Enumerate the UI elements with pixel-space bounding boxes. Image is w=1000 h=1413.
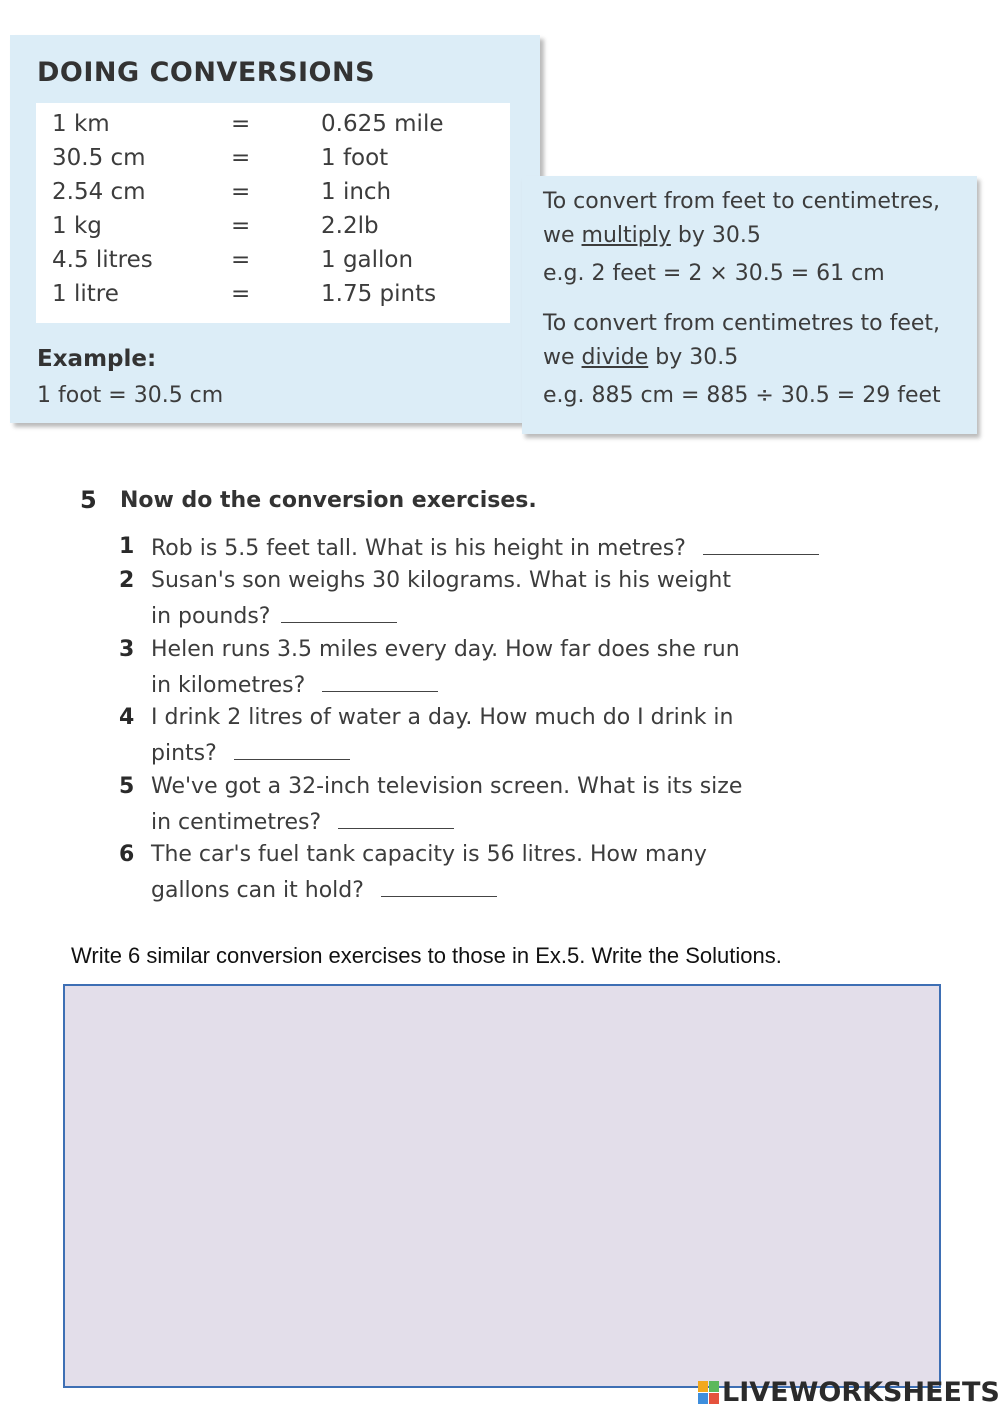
question-text: The car's fuel tank capacity is 56 litres. How many (151, 842, 707, 867)
multiply-example: e.g. 2 feet = 2 × 30.5 = 61 cm (543, 261, 885, 286)
question-number: 6 (119, 842, 135, 867)
divide-rule-line1: To convert from centimetres to feet, (543, 311, 941, 336)
question-text: in pounds? (151, 602, 397, 629)
exercise-number: 5 (80, 486, 97, 514)
question-number: 1 (119, 534, 135, 559)
multiply-keyword: multiply (581, 223, 671, 248)
example-text: 1 foot = 30.5 cm (37, 383, 224, 408)
answer-textarea[interactable] (63, 984, 941, 1388)
question-number: 5 (119, 774, 135, 799)
answer-blank[interactable] (281, 602, 397, 623)
question-text: Susan's son weighs 30 kilograms. What is his weight (151, 568, 731, 593)
question-text: Rob is 5.5 feet tall. What is his height in metres? (151, 534, 819, 561)
multiply-rule-line2: we multiply by 30.5 (543, 223, 761, 248)
multiply-rule-line1: To convert from feet to centimetres, (543, 189, 941, 214)
conversions-box (10, 35, 540, 423)
answer-blank[interactable] (234, 739, 350, 760)
rules-box (522, 176, 977, 434)
question-text: in centimetres? (151, 808, 454, 835)
question-text: We've got a 32-inch television screen. What is its size (151, 774, 743, 799)
divide-example: e.g. 885 cm = 885 ÷ 30.5 = 29 feet (543, 383, 941, 408)
answer-blank[interactable] (703, 534, 819, 555)
question-number: 3 (119, 637, 135, 662)
answer-blank[interactable] (338, 808, 454, 829)
question-text: pints? (151, 739, 350, 766)
answer-blank[interactable] (381, 876, 497, 897)
example-title: Example: (37, 346, 157, 372)
instruction-text: Write 6 similar conversion exercises to those in Ex.5. Write the Solutions. (71, 943, 782, 968)
exercise-title: Now do the conversion exercises. (120, 488, 537, 513)
question-number: 4 (119, 705, 135, 730)
question-number: 2 (119, 568, 135, 593)
question-text: I drink 2 litres of water a day. How much do I drink in (151, 705, 734, 730)
question-text: in kilometres? (151, 671, 438, 698)
divide-keyword: divide (581, 345, 649, 370)
divide-rule-line2: we divide by 30.5 (543, 345, 739, 370)
conversions-title: DOING CONVERSIONS (37, 57, 376, 88)
question-text: Helen runs 3.5 miles every day. How far does she run (151, 637, 740, 662)
question-text: gallons can it hold? (151, 876, 497, 903)
liveworksheets-logo-icon (698, 1381, 720, 1405)
conversions-table: 1 km = 0.625 mile 30.5 cm = 1 foot 2.54 cm = 1 inch 1 kg = 2.2lb 4.5 litres = 1 gallon 1 litre = 1.75 pints (36, 103, 510, 323)
liveworksheets-logo-text: LIVEWORKSHEETS (722, 1377, 1000, 1408)
answer-blank[interactable] (322, 671, 438, 692)
